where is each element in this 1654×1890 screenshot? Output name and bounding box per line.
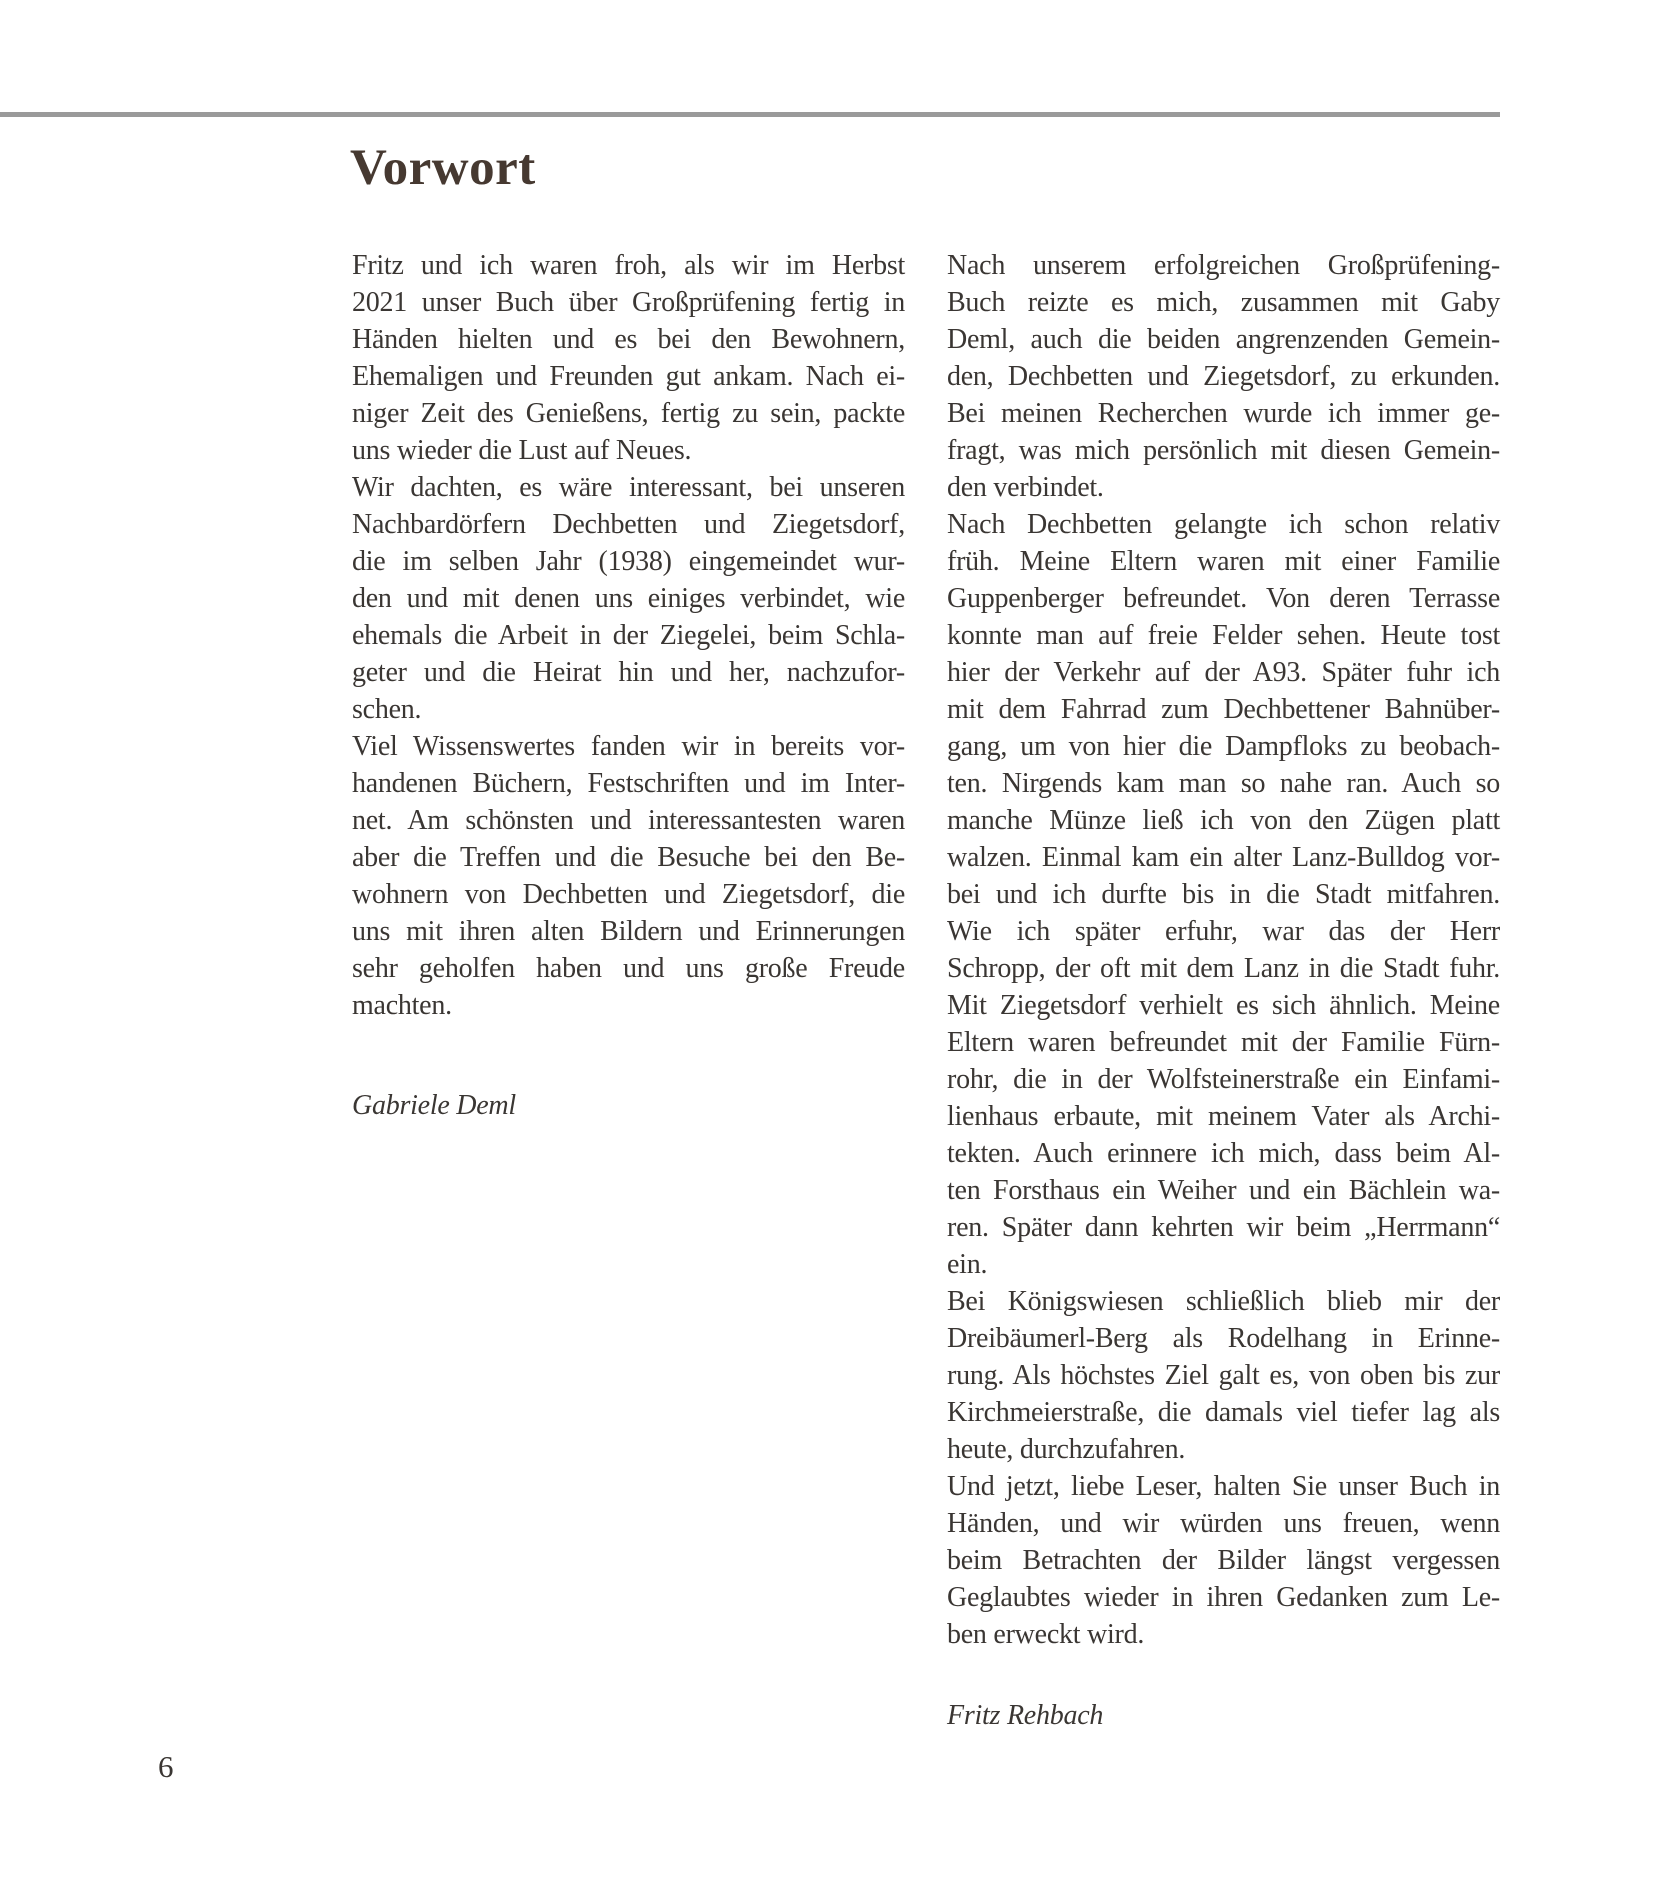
- left-column-lines: [352, 247, 905, 1024]
- text-line: sehr geholfen haben und uns große Freude: [352, 953, 905, 984]
- text-line: lienhaus erbaute, mit meinem Vater als Archi-: [947, 1101, 1500, 1132]
- text-line: machten.: [352, 990, 452, 1021]
- text-line: Buch reizte es mich, zusammen mit Gaby: [947, 287, 1500, 318]
- text-line: Ehemaligen und Freunden gut ankam. Nach ei-: [352, 361, 905, 392]
- text-line: geter und die Heirat hin und her, nachzufor-: [352, 657, 905, 688]
- text-line: ehemals die Arbeit in der Ziegelei, beim Schla-: [352, 620, 905, 651]
- text-line: Eltern waren befreundet mit der Familie Fürn-: [947, 1027, 1500, 1058]
- text-line: Nachbardörfern Dechbetten und Ziegetsdorf,: [352, 509, 905, 540]
- text-line: Mit Ziegetsdorf verhielt es sich ähnlich. Meine: [947, 990, 1500, 1021]
- text-line: Bei Königswiesen schließlich blieb mir der: [947, 1286, 1500, 1317]
- text-line: fragt, was mich persönlich mit diesen Gemein-: [947, 435, 1500, 466]
- text-line: ten. Nirgends kam man so nahe ran. Auch so: [947, 768, 1500, 799]
- page-title: Vorwort: [350, 140, 536, 196]
- text-line: bei und ich durfte bis in die Stadt mitfahren.: [947, 879, 1500, 910]
- top-rule-divider: [0, 112, 1500, 117]
- text-line: Viel Wissenswertes fanden wir in bereits vor-: [352, 731, 905, 762]
- text-line: Kirchmeierstraße, die damals viel tiefer lag als: [947, 1397, 1500, 1428]
- right-column-lines: [947, 247, 1500, 1653]
- left-text-column: [352, 247, 905, 1124]
- text-line: ren. Später dann kehrten wir beim „Herrmann“: [947, 1212, 1500, 1243]
- text-line: Fritz und ich waren froh, als wir im Herbst: [352, 250, 905, 281]
- author-signature-left: Gabriele Deml: [352, 1090, 516, 1121]
- text-line: den, Dechbetten und Ziegetsdorf, zu erkunden.: [947, 361, 1500, 392]
- text-line: rung. Als höchstes Ziel galt es, von oben bis zur: [947, 1360, 1500, 1391]
- text-line: Händen hielten und es bei den Bewohnern,: [352, 324, 905, 355]
- text-line: schen.: [352, 694, 422, 725]
- text-line: den und mit denen uns einiges verbindet, wie: [352, 583, 905, 614]
- text-line: heute, durchzufahren.: [947, 1434, 1186, 1465]
- right-text-column: [947, 247, 1500, 1734]
- text-line: gang, um von hier die Dampfloks zu beobach-: [947, 731, 1500, 762]
- text-line: Dreibäumerl-Berg als Rodelhang in Erinne-: [947, 1323, 1500, 1354]
- text-line: Wie ich später erfuhr, war das der Herr: [947, 916, 1500, 947]
- text-line: Bei meinen Recherchen wurde ich immer ge-: [947, 398, 1500, 429]
- text-line: ben erweckt wird.: [947, 1619, 1145, 1650]
- text-line: rohr, die in der Wolfsteinerstraße ein Einfami-: [947, 1064, 1500, 1095]
- text-line: niger Zeit des Genießens, fertig zu sein, packte: [352, 398, 905, 429]
- text-line: Guppenberger befreundet. Von deren Terrasse: [947, 583, 1500, 614]
- text-line: tekten. Auch erinnere ich mich, dass beim Al-: [947, 1138, 1500, 1169]
- text-line: Schropp, der oft mit dem Lanz in die Stadt fuhr.: [947, 953, 1500, 984]
- text-line: konnte man auf freie Felder sehen. Heute tost: [947, 620, 1500, 651]
- text-line: handenen Büchern, Festschriften und im Inter-: [352, 768, 905, 799]
- text-line: net. Am schönsten und interessantesten waren: [352, 805, 905, 836]
- text-line: Nach Dechbetten gelangte ich schon relativ: [947, 509, 1500, 540]
- text-line: ten Forsthaus ein Weiher und ein Bächlein wa-: [947, 1175, 1500, 1206]
- text-line: aber die Treffen und die Besuche bei den Be-: [352, 842, 905, 873]
- text-line: mit dem Fahrrad zum Dechbettener Bahnüber-: [947, 694, 1500, 725]
- page-number: 6: [158, 1749, 174, 1784]
- text-line: Händen, und wir würden uns freuen, wenn: [947, 1508, 1500, 1539]
- author-signature-right: Fritz Rehbach: [947, 1700, 1104, 1731]
- text-line: wohnern von Dechbetten und Ziegetsdorf, die: [352, 879, 905, 910]
- text-line: 2021 unser Buch über Großprüfening fertig in: [352, 287, 905, 318]
- text-line: hier der Verkehr auf der A93. Später fuhr ich: [947, 657, 1500, 688]
- text-line: den verbindet.: [947, 472, 1104, 503]
- text-line: Und jetzt, liebe Leser, halten Sie unser Buch in: [947, 1471, 1500, 1502]
- text-line: die im selben Jahr (1938) eingemeindet wur-: [352, 546, 905, 577]
- text-line: ein.: [947, 1249, 988, 1280]
- text-line: Nach unserem erfolgreichen Großprüfening-: [947, 250, 1500, 281]
- text-line: Wir dachten, es wäre interessant, bei unseren: [352, 472, 905, 503]
- text-line: Geglaubtes wieder in ihren Gedanken zum Le-: [947, 1582, 1500, 1613]
- text-line: beim Betrachten der Bilder längst vergessen: [947, 1545, 1500, 1576]
- text-line: früh. Meine Eltern waren mit einer Familie: [947, 546, 1500, 577]
- text-line: uns wieder die Lust auf Neues.: [352, 435, 692, 466]
- text-line: walzen. Einmal kam ein alter Lanz-Bulldog vor-: [947, 842, 1500, 873]
- text-line: manche Münze ließ ich von den Zügen platt: [947, 805, 1500, 836]
- text-line: uns mit ihren alten Bildern und Erinnerungen: [352, 916, 905, 947]
- text-line: Deml, auch die beiden angrenzenden Gemein-: [947, 324, 1500, 355]
